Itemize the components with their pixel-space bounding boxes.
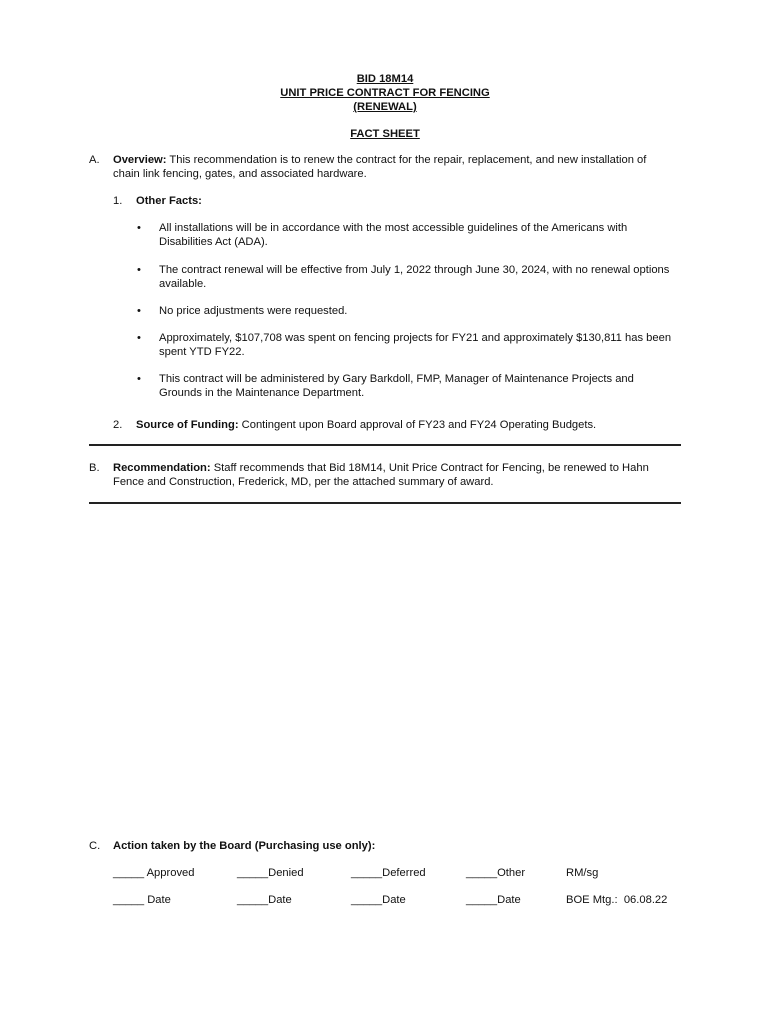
other-facts-heading: Other Facts: — [136, 195, 202, 207]
overview-text-line1: This recommendation is to renew the contract for the repair, replacement, and new installation of — [166, 154, 647, 166]
fact-bullet-5-line1: This contract will be administered by Gary Barkdoll, FMP, Manager of Maintenance Projects and — [159, 373, 634, 385]
fact-bullet-1-line2: Disabilities Act (ADA). — [159, 236, 268, 248]
recommendation-text-line2: Fence and Construction, Frederick, MD, per the attached summary of award. — [113, 476, 494, 488]
recommendation-heading: Recommendation: — [113, 462, 211, 474]
bullet-glyph: • — [137, 332, 141, 344]
section-c-letter: C. — [89, 840, 101, 852]
bullet-glyph: • — [137, 373, 141, 385]
fact-bullet-5-line2: Grounds in the Maintenance Department. — [159, 387, 365, 399]
fact-bullet-4-line2: spent YTD FY22. — [159, 346, 245, 358]
initials-label: RM/sg — [566, 867, 599, 879]
section-b-letter: B. — [89, 462, 100, 474]
section-a-letter: A. — [89, 154, 100, 166]
other-field: _____Other — [466, 867, 526, 879]
funding-text: Contingent upon Board approval of FY23 and FY24 Operating Budgets. — [238, 419, 597, 431]
fact-bullet-4-line1: Approximately, $107,708 was spent on fencing projects for FY21 and approximately $130,811 has been — [159, 332, 672, 344]
section-b-recommendation — [113, 462, 649, 476]
other-facts-number: 1. — [113, 195, 123, 207]
fact-bullet-2-line2: available. — [159, 278, 207, 290]
approved-field: _____ Approved — [113, 867, 195, 879]
bid-number: BID 18M14 — [356, 73, 414, 85]
denied-date-field: _____Date — [237, 894, 292, 906]
document-title: UNIT PRICE CONTRACT FOR FENCING — [280, 87, 490, 99]
other-date-field: _____Date — [466, 894, 521, 906]
overview-heading: Overview: — [113, 154, 167, 166]
bullet-glyph: • — [137, 222, 141, 234]
boe-meeting-date: BOE Mtg.: 06.08.22 — [566, 894, 668, 906]
deferred-date-field: _____Date — [351, 894, 406, 906]
overview-text-line2: chain link fencing, gates, and associated hardware. — [113, 168, 367, 180]
funding-heading: Source of Funding: — [136, 419, 239, 431]
board-action-heading: Action taken by the Board (Purchasing use only): — [113, 840, 376, 852]
fact-bullet-2-line1: The contract renewal will be effective from July 1, 2022 through June 30, 2024, with no renewal options — [159, 264, 670, 276]
renewal-label: (RENEWAL) — [353, 101, 417, 113]
deferred-field: _____Deferred — [351, 867, 426, 879]
recommendation-text-line1: Staff recommends that Bid 18M14, Unit Price Contract for Fencing, be renewed to Hahn — [210, 462, 649, 474]
approved-date-field: _____ Date — [113, 894, 171, 906]
divider-rule-top — [89, 444, 681, 446]
fact-bullet-1-line1: All installations will be in accordance with the most accessible guidelines of the Americans with — [159, 222, 628, 234]
denied-field: _____Denied — [237, 867, 304, 879]
funding-line — [136, 419, 596, 433]
divider-rule-bottom — [89, 502, 681, 504]
section-a-overview — [113, 154, 646, 168]
funding-number: 2. — [113, 419, 123, 431]
bullet-glyph: • — [137, 305, 141, 317]
bullet-glyph: • — [137, 264, 141, 276]
fact-bullet-3-line1: No price adjustments were requested. — [159, 305, 348, 317]
fact-sheet-heading: FACT SHEET — [350, 128, 420, 140]
